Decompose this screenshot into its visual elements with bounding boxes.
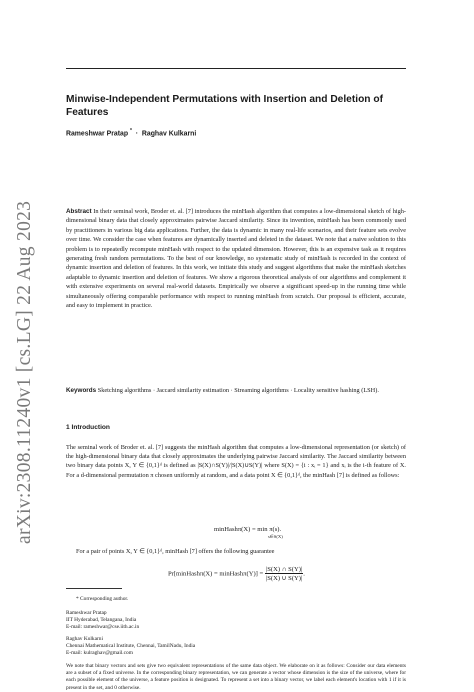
title-line-1: Minwise-Independent Permutations with Insertion and Deletion of (66, 94, 383, 105)
affil-2-name: Raghav Kulkarni (66, 636, 103, 642)
keywords (66, 386, 406, 395)
section-heading: 1 Introduction (66, 424, 110, 431)
abstract-text: In their seminal work, Broder et. al. [7] introduces the minHash algorithm that computes a low-dimensional sketch of high-dimensional binary data that closely approximates pairwise Jaccard similarity. Since its invention, minHash has been commonly used by practitioners in various big data applications. Further, the data is dynamic in many real-life scenarios, and their feature sets evolve over time. We consider the case when features are dynamically inserted and deleted in the dataset. We note that a naive solution to this problem is to repeatedly recompute minHash with respect to the updated dimension. However, this is an expensive task as it requires generating fresh random permutations. To the best of our knowledge, no systematic study of minHash is recorded in the context of dynamic insertion and deletion of features. In this work, we initiate this study and suggest algorithms that make the minHash sketches adaptable to dynamic insertion and deletion of features. We show a rigorous theoretical analysis of our algorithms and complement it with extensive experiments on several real-world datasets. Empirically we observe a significant speed-up in the running time while simultaneously offering comparable performance with respect to running minHash from scratch. Our proposal is efficient, accurate, and easy to implement in practice. (66, 208, 406, 310)
equation-minhash (214, 526, 283, 539)
author-2: Raghav Kulkarni (141, 130, 197, 138)
abstract (66, 207, 406, 310)
affil-1-institution: IIT Hyderabad, Telangana, India (66, 617, 137, 624)
corresponding-mark: * (129, 128, 132, 134)
affiliation-author-2 (66, 636, 406, 658)
equation-guarantee-left: Pr[minHashπ(X) = minHashπ(Y)] = (168, 570, 264, 578)
abstract-label: Abstract (66, 208, 92, 215)
affil-1-name: Rameshwar Pratap (66, 610, 107, 616)
title-line-2: Features (66, 107, 109, 118)
affil-2-institution: Chennai Mathematical Institute, Chennai, TamilNadu, India (66, 643, 196, 650)
equation-fraction (265, 566, 303, 582)
fraction-numerator: |S(X) ∩ S(Y)| (265, 566, 303, 573)
fraction-denominator: |S(X) ∪ S(Y)| (265, 575, 303, 582)
author-separator: · (135, 130, 139, 138)
equation-minhash-subscript: s∈S(X) (268, 534, 283, 539)
intro-paragraph: The seminal work of Broder et. al. [7] suggests the minHash algorithm that computes a low-dimensional representation (or sketch) of the high-dimensional binary data that closely approximates the underlying pairwise Jaccard similarity. The Jaccard similarity between two binary data points X, Y ∈ {0,1}ᵈ is defined as |S(X)∩S(Y)|/|S(X)∪S(Y)| where S(X) = {i : xᵢ = 1} and xᵢ is the i-th feature of X. For a d-dimensional permutation π chosen uniformly at random, and a data point X ∈ {0,1}ᵈ, the minHash [7] is defined as follows: (66, 444, 406, 479)
footnote-corresponding: * Corresponding author. (76, 596, 129, 602)
keywords-label: Keywords (66, 387, 97, 394)
affiliation-author-1 (66, 610, 406, 632)
author-1: Rameshwar Pratap (66, 130, 129, 138)
footnote-binary-vectors: We note that binary vectors and sets give two equivalent representations of the same data object. We elaborate on it as follows: Consider our data elements are a subset of a fixed universe. In the corresponding binary representation, we can generate a vector whose dimension is the size of the universe, where for each possible element of the universe, a feature position is designated. To represent a set into a binary vector, we label each element's location with 1 if it is present in the set, and 0 otherwise. (66, 663, 406, 691)
keywords-text: Sketching algorithms · Jaccard similarity estimation · Streaming algorithms · Locality sensitive hashing (LSH). (97, 387, 379, 394)
footnote-rule (66, 588, 122, 589)
author-line (66, 128, 406, 137)
guarantee-sentence: For a pair of points X, Y ∈ {0,1}ᵈ, minHash [7] offers the following guarantee (76, 548, 275, 555)
affil-1-email: E-mail: rameshwar@cse.iith.ac.in (66, 624, 140, 631)
header-rule (66, 68, 406, 69)
equation-minhash-body: minHashπ(X) = min π(s). (214, 526, 282, 533)
paper-title (66, 93, 406, 119)
affil-2-email: E-mail: kulraghav@gmail.com (66, 650, 133, 657)
equation-guarantee (168, 566, 305, 582)
equation-period: . (303, 570, 305, 578)
arxiv-identifier: arXiv:2308.11240v1 [cs.LG] 22 Aug 2023 (14, 200, 35, 544)
